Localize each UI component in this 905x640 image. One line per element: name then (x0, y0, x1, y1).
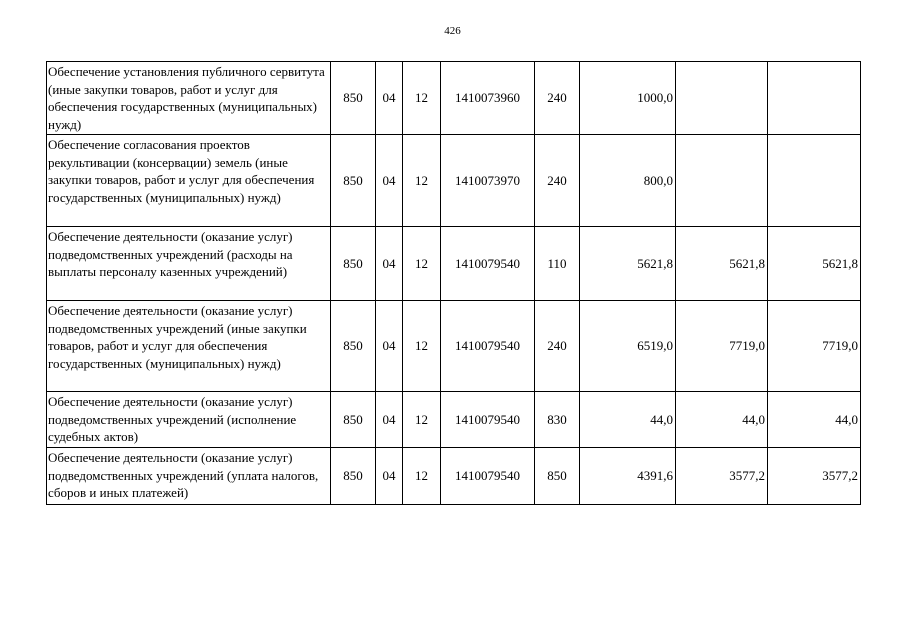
amount-year2-cell (676, 135, 768, 227)
budget-table (46, 61, 861, 505)
subsection-code-cell: 12 (403, 227, 441, 301)
expense-name-cell: Обеспечение деятельности (оказание услуг) подведомственных учреждений (расходы на выплаты персоналу казенных учреждений) (47, 227, 331, 301)
amount-year3-cell (768, 135, 861, 227)
subsection-code-cell: 12 (403, 392, 441, 448)
expense-name-cell: Обеспечение установления публичного сервитута (иные закупки товаров, работ и услуг для обеспечения государственных (муниципальных) нужд) (47, 62, 331, 135)
target-article-cell: 1410079540 (441, 301, 535, 392)
target-article-cell: 1410073970 (441, 135, 535, 227)
department-code-cell: 850 (331, 135, 376, 227)
expense-name-cell: Обеспечение деятельности (оказание услуг) подведомственных учреждений (исполнение судебных актов) (47, 392, 331, 448)
amount-year3-cell: 44,0 (768, 392, 861, 448)
amount-year2-cell: 44,0 (676, 392, 768, 448)
department-code-cell: 850 (331, 227, 376, 301)
amount-year2-cell: 3577,2 (676, 448, 768, 505)
department-code-cell: 850 (331, 62, 376, 135)
section-code-cell: 04 (376, 392, 403, 448)
section-code-cell: 04 (376, 227, 403, 301)
table-row (47, 62, 861, 135)
section-code-cell: 04 (376, 301, 403, 392)
section-code-cell: 04 (376, 135, 403, 227)
amount-year2-cell: 7719,0 (676, 301, 768, 392)
expense-type-cell: 240 (535, 62, 580, 135)
expense-type-cell: 830 (535, 392, 580, 448)
amount-year2-cell: 5621,8 (676, 227, 768, 301)
target-article-cell: 1410079540 (441, 227, 535, 301)
expense-type-cell: 240 (535, 135, 580, 227)
amount-year1-cell: 1000,0 (580, 62, 676, 135)
section-code-cell: 04 (376, 448, 403, 505)
subsection-code-cell: 12 (403, 135, 441, 227)
department-code-cell: 850 (331, 448, 376, 505)
table-row (47, 135, 861, 227)
expense-type-cell: 850 (535, 448, 580, 505)
expense-name-cell: Обеспечение согласования проектов рекультивации (консервации) земель (иные закупки товаров, работ и услуг для обеспечения государственных (муниципальных) нужд) (47, 135, 331, 227)
amount-year1-cell: 4391,6 (580, 448, 676, 505)
subsection-code-cell: 12 (403, 301, 441, 392)
table-row (47, 448, 861, 505)
amount-year1-cell: 6519,0 (580, 301, 676, 392)
department-code-cell: 850 (331, 301, 376, 392)
amount-year3-cell: 3577,2 (768, 448, 861, 505)
expense-type-cell: 110 (535, 227, 580, 301)
expense-name-cell: Обеспечение деятельности (оказание услуг) подведомственных учреждений (иные закупки товаров, работ и услуг для обеспечения государственных (муниципальных) нужд) (47, 301, 331, 392)
target-article-cell: 1410073960 (441, 62, 535, 135)
amount-year1-cell: 44,0 (580, 392, 676, 448)
department-code-cell: 850 (331, 392, 376, 448)
amount-year1-cell: 5621,8 (580, 227, 676, 301)
amount-year1-cell: 800,0 (580, 135, 676, 227)
subsection-code-cell: 12 (403, 62, 441, 135)
expense-name-cell: Обеспечение деятельности (оказание услуг) подведомственных учреждений (уплата налогов, сборов и иных платежей) (47, 448, 331, 505)
table-row (47, 227, 861, 301)
amount-year3-cell (768, 62, 861, 135)
amount-year3-cell: 5621,8 (768, 227, 861, 301)
page-number: 426 (444, 25, 461, 37)
table-row (47, 301, 861, 392)
amount-year3-cell: 7719,0 (768, 301, 861, 392)
section-code-cell: 04 (376, 62, 403, 135)
target-article-cell: 1410079540 (441, 448, 535, 505)
amount-year2-cell (676, 62, 768, 135)
table-row (47, 392, 861, 448)
target-article-cell: 1410079540 (441, 392, 535, 448)
expense-type-cell: 240 (535, 301, 580, 392)
subsection-code-cell: 12 (403, 448, 441, 505)
